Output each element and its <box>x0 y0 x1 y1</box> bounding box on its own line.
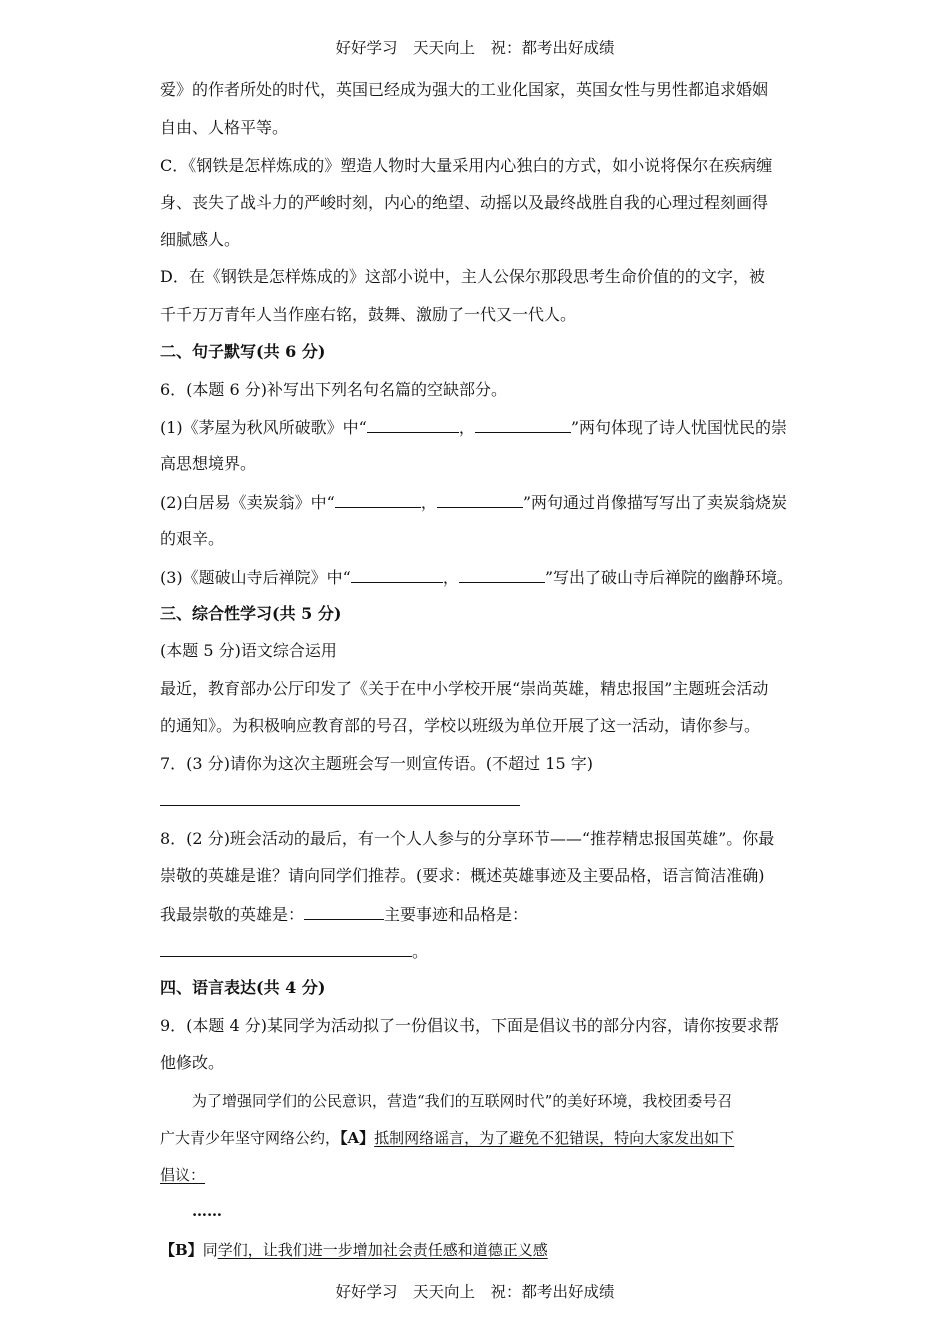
question-8-line-1: 8．(2 分)班会活动的最后，有一个人人参与的分享环节——“推荐精忠报国英雄”。你最 <box>160 829 775 848</box>
section-3-para-line-2: 的通知》。为积极响应教育部的号召，学校以班级为单位开展了这一活动，请你参与。 <box>160 716 761 735</box>
prev-option-line-2: 自由、人格平等。 <box>160 118 289 137</box>
prev-option-line-1: 爱》的作者所处的时代，英国已经成为强大的工业化国家，英国女性与男性都追求婚姻 <box>160 80 769 99</box>
letter-line-2-prefix: 广大青少年坚守网络公约， <box>160 1129 341 1147</box>
question-6-item-1 <box>160 416 787 439</box>
q8-period: 。 <box>412 942 429 961</box>
question-7-stem: 7．(3 分)请你为这次主题班会写一则宣传语。(不超过 15 字) <box>160 754 593 773</box>
question-8-answer-line <box>160 940 428 963</box>
question-9-line-1: 9．(本题 4 分)某同学为活动拟了一份倡议书，下面是倡议书的部分内容，请你按要求帮 <box>160 1016 780 1035</box>
q8-deeds-label: 主要事迹和品格是： <box>384 905 529 924</box>
answer-blank[interactable] <box>475 416 571 433</box>
answer-blank[interactable] <box>351 566 443 583</box>
letter-line-b <box>160 1239 548 1261</box>
deeds-blank[interactable] <box>160 940 412 957</box>
option-c-line-2: 身、丧失了战斗力的严峻时刻，内心的绝望、动摇以及最终战胜自我的心理过程刻画得 <box>160 193 769 212</box>
q6-s3-comma: ， <box>442 568 459 587</box>
question-6-item-1-cont: 高思想境界。 <box>160 454 257 473</box>
option-d-line-2: 千千万万青年人当作座右铭，鼓舞、激励了一代又一代人。 <box>160 305 577 324</box>
question-6-stem: 6．(本题 6 分)补写出下列名句名篇的空缺部分。 <box>160 380 508 399</box>
letter-line-1: 为了增强同学们的公民意识，营造“我们的互联网时代”的美好环境，我校团委号召 <box>192 1092 733 1110</box>
answer-blank[interactable] <box>367 416 459 433</box>
letter-line-3 <box>160 1164 205 1186</box>
sentence-a-underlined-cont: 倡议： <box>160 1166 206 1184</box>
section-4-title: 四、语言表达(共 4 分) <box>160 978 326 997</box>
q6-s2-prefix: (2)白居易《卖炭翁》中“ <box>160 493 335 512</box>
tag-b: 【B】 <box>160 1241 203 1259</box>
q6-s2-comma: ， <box>420 493 437 512</box>
sentence-b-underlined: 学们，让我们进一步增加社会责任感和道德正义感 <box>217 1241 548 1259</box>
question-6-item-3 <box>160 566 793 589</box>
page-header: 好好学习 天天向上 祝：都考出好成绩 <box>335 39 615 57</box>
section-3-para-line-1: 最近，教育部办公厅印发了《关于在中小学校开展“崇尚英雄，精忠报国”主题班会活动 <box>160 679 769 698</box>
q8-hero-label: 我最崇敬的英雄是： <box>160 905 305 924</box>
letter-line-b-prefix: 同 <box>202 1241 218 1259</box>
section-3-intro: (本题 5 分)语文综合运用 <box>160 641 337 660</box>
answer-blank[interactable] <box>437 491 523 508</box>
question-7-answer-line[interactable] <box>160 805 520 806</box>
q6-s1-suffix: ”两句体现了诗人忧国忧民的崇 <box>570 418 788 437</box>
option-d-line-1: D．在《钢铁是怎样炼成的》这部小说中，主人公保尔那段思考生命价值的的文字，被 <box>160 267 765 286</box>
q6-s3-prefix: (3)《题破山寺后禅院》中“ <box>160 568 351 587</box>
question-9-line-2: 他修改。 <box>160 1053 225 1072</box>
question-8-line-2: 崇敬的英雄是谁？请向同学们推荐。(要求：概述英雄事迹及主要品格，语言简洁准确) <box>160 866 765 885</box>
letter-line-2 <box>160 1127 734 1149</box>
option-c-line-3: 细腻感人。 <box>160 230 241 249</box>
q6-s1-prefix: (1)《茅屋为秋风所破歌》中“ <box>160 418 367 437</box>
option-c-line-1: C．《钢铁是怎样炼成的》塑造人物时大量采用内心独白的方式，如小说将保尔在疾病缠 <box>160 156 773 175</box>
letter-ellipsis: …… <box>192 1202 222 1220</box>
hero-name-blank[interactable] <box>304 903 384 920</box>
q6-s2-suffix: ”两句通过肖像描写写出了卖炭翁烧炭 <box>522 493 788 512</box>
section-3-title: 三、综合性学习(共 5 分) <box>160 604 342 623</box>
section-2-title: 二、句子默写(共 6 分) <box>160 342 326 361</box>
tag-a: 【A】 <box>340 1129 375 1147</box>
q6-s3-suffix: ”写出了破山寺后禅院的幽静环境。 <box>544 568 794 587</box>
page-footer: 好好学习 天天向上 祝：都考出好成绩 <box>335 1283 615 1301</box>
question-6-item-2 <box>160 491 787 514</box>
question-6-item-2-cont: 的艰辛。 <box>160 529 225 548</box>
q6-s1-comma: ， <box>458 418 475 437</box>
answer-blank[interactable] <box>459 566 545 583</box>
answer-blank[interactable] <box>335 491 421 508</box>
question-8-line-3 <box>160 903 528 926</box>
sentence-a-underlined: 抵制网络谣言，为了避免不犯错误，特向大家发出如下 <box>374 1129 735 1147</box>
